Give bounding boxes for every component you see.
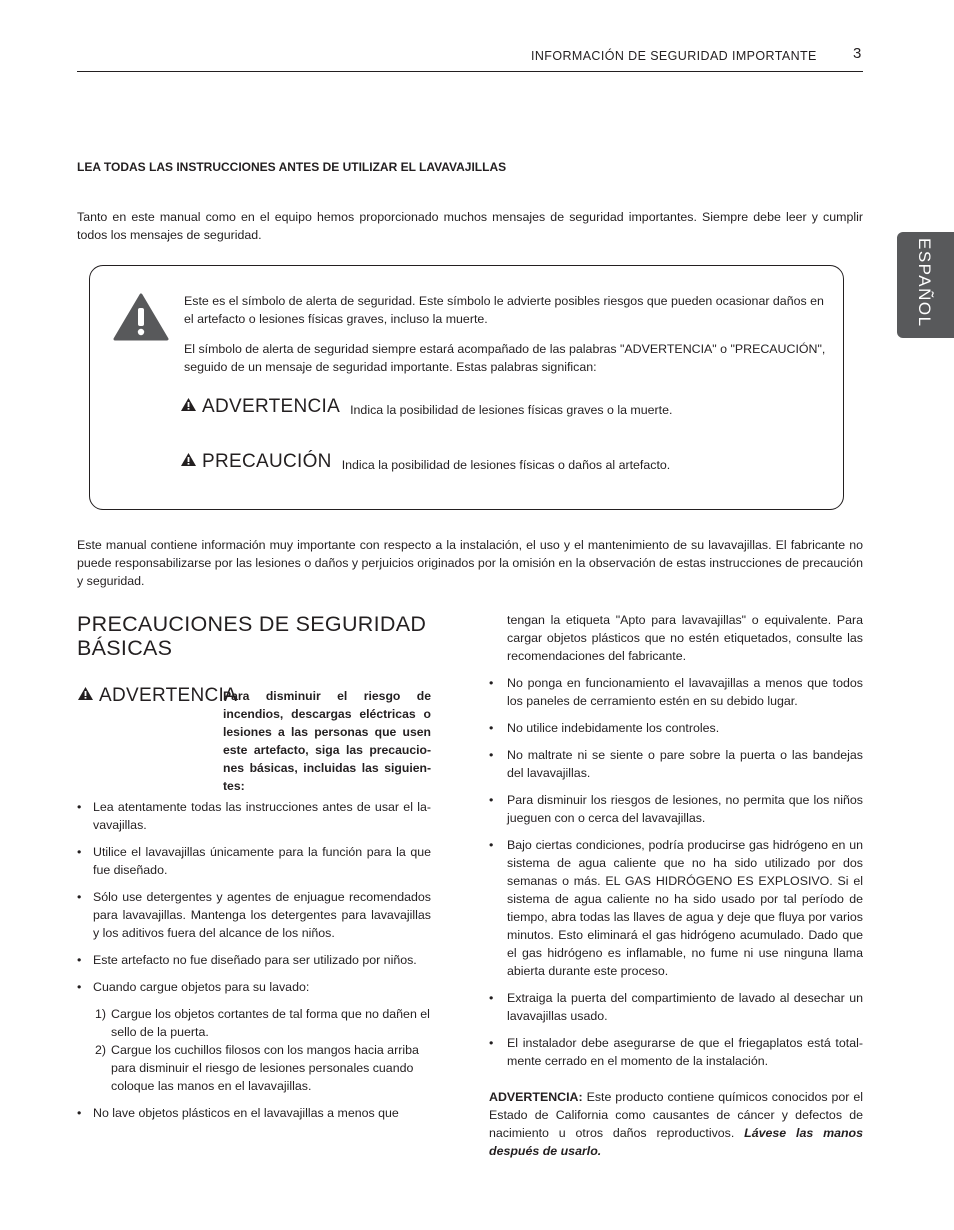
list-item: • Este artefacto no fue diseñado para ser utilizado por niños. — [77, 951, 431, 969]
california-warning-label: ADVERTENCIA: — [489, 1090, 583, 1104]
basic-warning-header — [77, 686, 431, 798]
list-item: • Extraiga la puerta del compartimiento de lavado al desechar un lavavajillas usado. — [489, 989, 863, 1025]
left-bullet-list-cont — [77, 1104, 431, 1122]
caution-word: PRECAUCIÓN — [202, 451, 332, 472]
read-all-heading: LEA TODAS LAS INSTRUCCIONES ANTES DE UTILIZAR EL LAVAVAJILLAS — [77, 160, 507, 174]
basic-warning-tag — [77, 686, 237, 706]
manual-note-paragraph: Este manual contiene información muy importante con respecto a la instalación, el uso y el mantenimiento de su lavavajillas. El fabricante no puede responsabilizarse por las lesiones o daños y perjuicios originados por la omisión en la observación de estas instrucciones de precaución y seguridad. — [77, 538, 863, 588]
page-number: 3 — [853, 45, 862, 62]
list-item: • Cuando cargue objetos para su lavado: — [77, 978, 431, 996]
warning-word: ADVERTENCIA — [202, 396, 341, 417]
warning-triangle-icon — [180, 397, 197, 417]
sub-list-item — [95, 1005, 431, 1041]
basic-warning-lead: Para disminuir el riesgo de incendios, descargas eléctricas o lesiones a las personas que usen este artefacto, siga las precauciones básicas, incluidas las siguientes: — [223, 689, 431, 793]
list-item: • Utilice el lavavajillas únicamente para la función para la que fue diseñado. — [77, 843, 431, 879]
right-column — [489, 611, 863, 1160]
list-item: • Sólo use detergentes y agentes de enjuague recomendados para lavavajillas. Mantenga los detergentes para lavavajillas y los aditivos fuera del alcance de los niños. — [77, 888, 431, 942]
basic-warning-word: ADVERTENCIA — [99, 685, 238, 706]
caution-triangle-icon — [180, 452, 197, 472]
safety-alert-triangle-icon — [113, 293, 169, 346]
warning-definition — [180, 397, 672, 417]
sub-item-text: Cargue los objetos cortantes de tal forma que no dañen el sello de la puerta. — [111, 1007, 430, 1039]
list-item: • Bajo ciertas condiciones, podría producirse gas hidrógeno en un sistema de agua caliente que no ha sido utilizado por dos semanas o más. EL GAS HIDRÓGENO ES EXPLOSIVO. Si el sistema de agua caliente no ha sido usado por tal período de tiempo, abra todas las llaves de agua y deje que fluya por varios minutos. Esto eliminará el gas hidrógeno acumulado. Dado que el gas hidrógeno es inflamable, no fume ni use ninguna llama abierta durante este proceso. — [489, 836, 863, 980]
continued-bullet-text: tengan la etiqueta "Apto para lavavajillas" o equivalente. Para cargar objetos plásticos que no estén etiquetados, consulte las recomendaciones del fabricante. — [507, 613, 863, 663]
list-item: • Para disminuir los riesgos de lesiones, no permita que los niños jueguen con o cerca del lavavajillas. — [489, 791, 863, 827]
sub-item-text: Cargue los cuchillos filosos con los mangos hacia arriba para disminuir el riesgo de lesiones personales cuando coloque las manos en el lavavajillas. — [111, 1043, 419, 1093]
caution-definition — [180, 452, 670, 472]
right-bullet-list — [489, 674, 863, 1070]
alert-symbol-description: Este es el símbolo de alerta de seguridad. Este símbolo le advierte posibles riesgos que pueden ocasionar daños en el artefacto o lesiones físicas graves, incluso la muerte. — [184, 294, 824, 326]
warning-triangle-icon — [77, 686, 94, 706]
sub-list-item — [95, 1041, 431, 1095]
california-warning-text: Este producto contiene químicos conocidos por el Estado de California como causantes de cáncer y defectos de nacimiento u otros daños reproductivos. — [489, 1090, 863, 1140]
list-item: • No lave objetos plásticos en el lavavajillas a menos que — [77, 1104, 431, 1122]
sub-item-number: 1) — [95, 1007, 107, 1021]
sub-item-number: 2) — [95, 1043, 107, 1057]
list-item: • No ponga en funcionamiento el lavavajillas a menos que todos los paneles de cerramiento estén en su debido lugar. — [489, 674, 863, 710]
language-tab-label: ESPAÑOL — [915, 238, 934, 328]
list-item: • El instalador debe asegurarse de que el friegaplatos está totalmente cerrado en el momento de la instalación. — [489, 1034, 863, 1070]
list-item: • No maltrate ni se siente o pare sobre la puerta o las bandejas del lavavajillas. — [489, 746, 863, 782]
california-warning — [489, 1088, 863, 1160]
header-divider — [77, 71, 863, 72]
alert-words-description: El símbolo de alerta de seguridad siempre estará acompañado de las palabras "ADVERTENCIA" o "PRECAUCIÓN", seguido de un mensaje de seguridad importante. Estas palabras significan: — [184, 342, 826, 374]
california-warning-emphasis: Lávese las manos después de usarlo. — [489, 1126, 864, 1158]
left-bullet-list — [77, 798, 431, 996]
left-column — [77, 686, 431, 1131]
section-title: PRECAUCIONES DE SEGURIDAD BÁSICAS — [77, 612, 427, 660]
intro-paragraph: Tanto en este manual como en el equipo hemos proporcionado muchos mensajes de seguridad importantes. Siempre debe leer y cumplir todos los mensajes de seguridad. — [77, 210, 863, 242]
list-item: • Lea atentamente todas las instrucciones antes de usar el lavavajillas. — [77, 798, 431, 834]
caution-meaning: Indica la posibilidad de lesiones físicas o daños al artefacto. — [341, 458, 671, 472]
warning-meaning: Indica la posibilidad de lesiones físicas graves o la muerte. — [350, 403, 673, 417]
list-item: • No utilice indebidamente los controles. — [489, 719, 863, 737]
language-tab — [897, 232, 954, 338]
header-title: INFORMACIÓN DE SEGURIDAD IMPORTANTE — [531, 49, 817, 63]
loading-sub-list — [77, 1005, 431, 1095]
